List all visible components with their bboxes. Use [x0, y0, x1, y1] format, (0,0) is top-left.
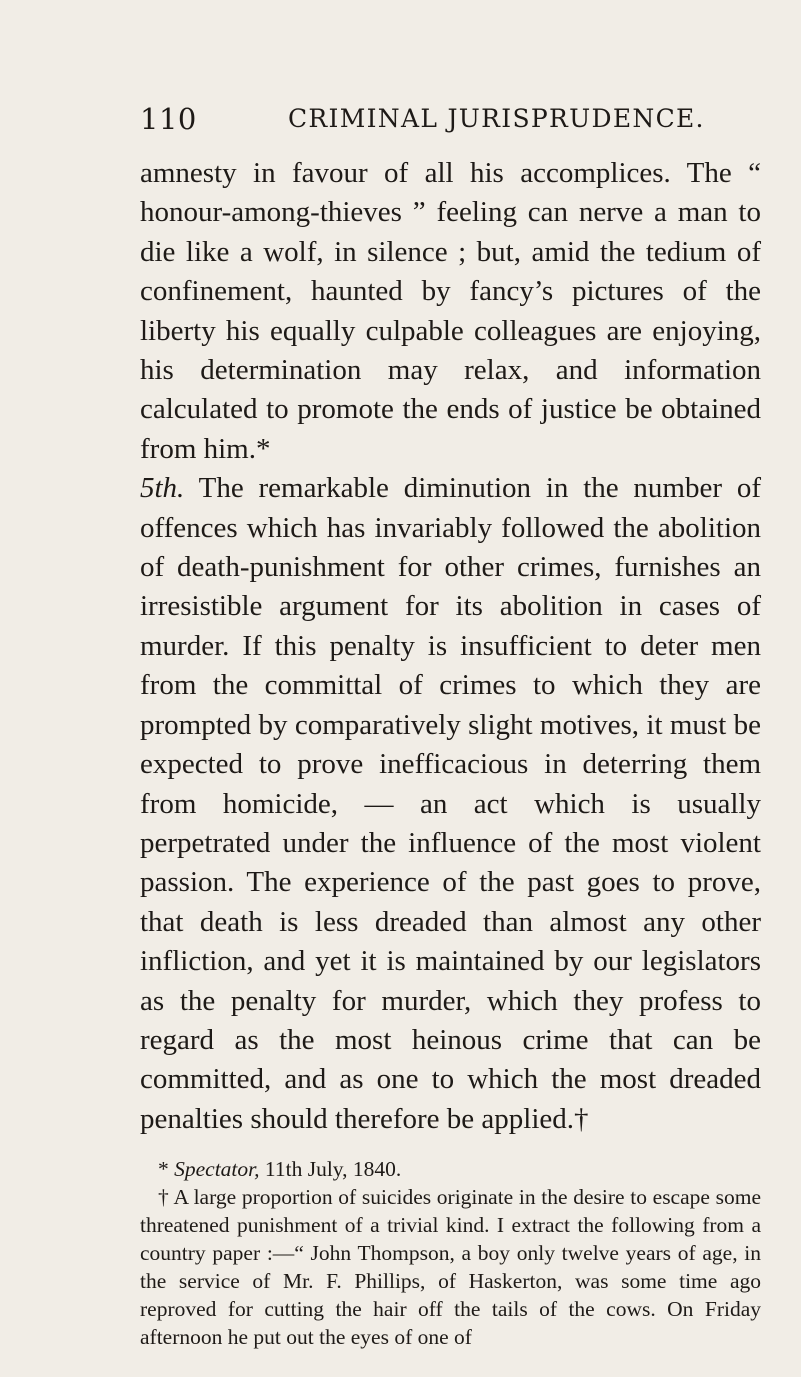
main-text	[140, 154, 761, 1139]
footnote-source: Spectator,	[174, 1157, 260, 1182]
paragraph-text: The remarkable diminution in the number of offences which has invariably followed the abolition of death-punishment for other crimes, furnishes an irresistible argument for its abolition in cases of murder. If this penalty is insufficient to deter men from the committal of crimes to which they are prompted by comparatively slight motives, it must be expected to prove inefficacious in deterring them from homicide, — an act which is usually perpetrated under the influence of the most violent passion. The experience of the past goes to prove, that death is less dreaded than almost any other infliction, and yet it is maintained by our legislators as the penalty for murder, which they profess to regard as the most heinous crime that can be committed, and as one to which the most dreaded penalties should therefore be applied.†	[140, 472, 761, 1135]
footnote-marker: *	[158, 1157, 175, 1182]
footnote: † A large proportion of suicides originate in the desire to escape some threatened punishment of a trivial kind. I extract the following from a country paper :—“ John Thompson, a boy only twelve years of age, in the service of Mr. F. Phillips, of Haskerton, was some time ago reproved for cutting the hair off the tails of the cows. On Friday afternoon he put out the eyes of one of	[140, 1185, 761, 1350]
footnote	[140, 1155, 761, 1183]
page-number: 110	[140, 102, 197, 136]
running-title: CRIMINAL JURISPRUDENCE.	[288, 104, 705, 133]
paragraph	[140, 469, 761, 1139]
page-header	[140, 98, 761, 140]
paragraph-lead: 5th.	[140, 472, 185, 505]
footnotes	[140, 1155, 761, 1351]
footnote-text: 11th July, 1840.	[259, 1157, 402, 1182]
paragraph: amnesty in favour of all his accomplices. The “ honour-among-thieves ” feeling can nerve a man to die like a wolf, in silence ; but, amid the tedium of confinement, haunted by fancy’s pictures of the liberty his equally culpable colleagues are enjoying, his determination may relax, and information calculated to promote the ends of justice be obtained from him.*	[140, 157, 761, 465]
